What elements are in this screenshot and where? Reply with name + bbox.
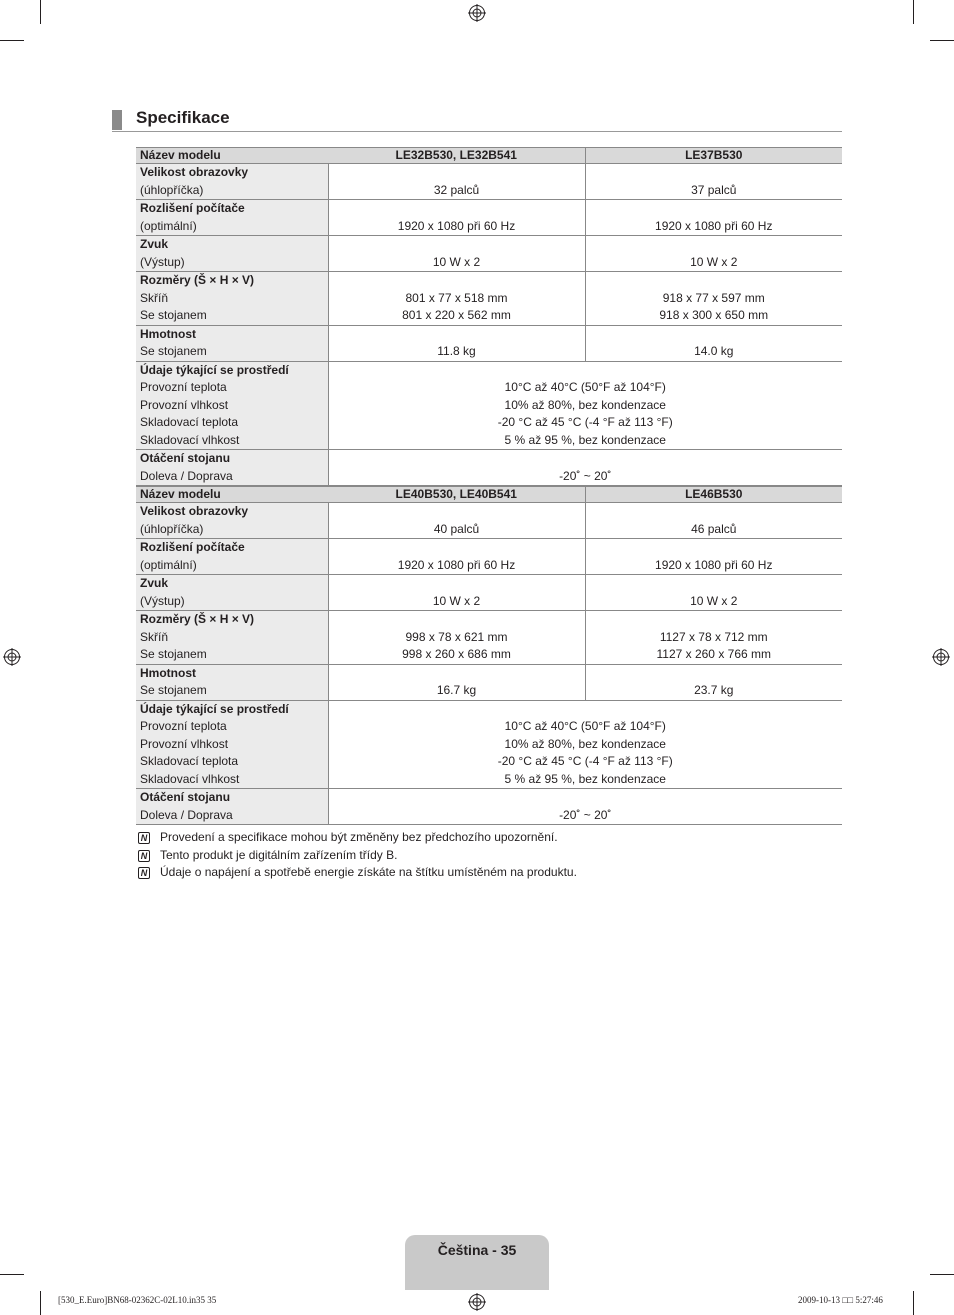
spec-value-cell [328, 664, 585, 700]
table-row [136, 611, 842, 665]
spec-row-label: Se stojanem [140, 344, 207, 358]
spec-value: 10°C až 40°C (50°F až 104°F) [504, 380, 666, 394]
spec-value-cell [585, 325, 842, 361]
spec-label-cell [136, 611, 328, 665]
registration-mark-icon [468, 1293, 486, 1311]
spec-value: 998 x 78 x 621 mm [405, 629, 508, 644]
spec-row-label: (optimální) [140, 218, 197, 233]
spec-row-label: Se stojanem [140, 683, 207, 697]
spec-value: 46 palců [691, 521, 737, 536]
spec-value: 10 W x 2 [432, 254, 481, 269]
table-row [136, 503, 842, 539]
spec-value: -20˚ ~ 20˚ [559, 468, 612, 483]
spec-group-title: Zvuk [140, 576, 169, 590]
crop-mark [40, 0, 41, 24]
table-row [136, 272, 842, 326]
header-cell-model: LE40B530, LE40B541 [328, 487, 585, 503]
table-header-row [136, 148, 842, 164]
spec-table [136, 147, 842, 486]
spec-value-cell [585, 272, 842, 326]
spec-group-title: Otáčení stojanu [140, 451, 231, 465]
spec-value-cell [328, 236, 585, 272]
spec-table [136, 486, 842, 825]
crop-mark [930, 1274, 954, 1275]
note-icon: N [138, 867, 150, 879]
spec-value-cell [585, 200, 842, 236]
page-title: Specifikace [136, 108, 230, 127]
spec-row-label: Skříň [140, 629, 169, 644]
table-row [136, 361, 842, 450]
spec-group-title: Velikost obrazovky [140, 165, 249, 179]
table-row [136, 700, 842, 789]
spec-value: 1127 x 260 x 766 mm [656, 647, 771, 661]
spec-value: 10 W x 2 [432, 593, 481, 608]
spec-row-label: Skříň [140, 290, 169, 305]
spec-label-cell [136, 503, 328, 539]
spec-label-cell [136, 575, 328, 611]
table-header-row [136, 487, 842, 503]
spec-value: 801 x 220 x 562 mm [402, 308, 511, 322]
spec-label-cell [136, 272, 328, 326]
spec-value: -20 °C až 45 °C (-4 °F až 113 °F) [497, 754, 673, 768]
spec-label-cell [136, 236, 328, 272]
spec-group-title: Rozlišení počítače [140, 201, 245, 215]
spec-value-cell [328, 789, 842, 825]
spec-row-label: Doleva / Doprava [140, 807, 233, 822]
note-item [136, 847, 842, 865]
note-text: Údaje o napájení a spotřebě energie získáte na štítku umístěném na produktu. [160, 865, 577, 879]
spec-value-cell [328, 700, 842, 789]
table-row [136, 164, 842, 200]
registration-mark-icon [468, 4, 486, 22]
note-item [136, 829, 842, 847]
spec-value-cell [585, 236, 842, 272]
crop-mark [913, 1291, 914, 1315]
crop-mark [930, 40, 954, 41]
spec-group-title: Rozměry (Š × H × V) [140, 273, 255, 287]
spec-row-label: (optimální) [140, 557, 197, 572]
spec-value: 11.8 kg [437, 344, 476, 358]
spec-label-cell [136, 450, 328, 486]
header-cell-model: LE32B530, LE32B541 [328, 148, 585, 164]
spec-label-cell [136, 664, 328, 700]
spec-group-title: Hmotnost [140, 326, 196, 341]
spec-value: 10% až 80%, bez kondenzace [504, 736, 666, 751]
spec-value-cell [328, 361, 842, 450]
spec-value: 998 x 260 x 686 mm [402, 647, 511, 661]
spec-row-label: Skladovací teplota [140, 754, 239, 768]
spec-row-label: Skladovací teplota [140, 415, 239, 429]
spec-row-label: (Výstup) [140, 593, 185, 608]
spec-row-label: Se stojanem [140, 308, 207, 322]
spec-label-cell [136, 361, 328, 450]
spec-row-label: (Výstup) [140, 254, 185, 269]
spec-value: 5 % až 95 %, bez kondenzace [504, 432, 666, 447]
spec-value: 14.0 kg [694, 344, 734, 358]
spec-value-cell [328, 164, 585, 200]
spec-value-cell [328, 611, 585, 665]
spec-group-title: Otáčení stojanu [140, 790, 231, 804]
spec-label-cell [136, 164, 328, 200]
spec-value: 1920 x 1080 při 60 Hz [655, 218, 773, 233]
header-cell-label: Název modelu [136, 148, 328, 164]
page-number: Čeština - 35 [437, 1242, 517, 1258]
table-row [136, 236, 842, 272]
spec-label-cell [136, 200, 328, 236]
spec-group-title: Rozlišení počítače [140, 540, 245, 554]
spec-label-cell [136, 700, 328, 789]
crop-mark [0, 40, 24, 41]
spec-row-label: Skladovací vlhkost [140, 432, 240, 447]
note-text: Provedení a specifikace mohou být změněny bez předchozího upozornění. [160, 830, 558, 844]
spec-value-cell [585, 164, 842, 200]
header-cell-model: LE46B530 [585, 487, 842, 503]
spec-row-label: Doleva / Doprava [140, 468, 233, 483]
spec-value: 918 x 300 x 650 mm [659, 308, 769, 322]
spec-value: 1920 x 1080 při 60 Hz [397, 557, 516, 572]
table-row [136, 575, 842, 611]
spec-value: -20 °C až 45 °C (-4 °F až 113 °F) [497, 415, 673, 429]
page-number-tab [405, 1235, 549, 1290]
header-cell-label: Název modelu [136, 487, 328, 503]
spec-row-label: (úhlopříčka) [140, 182, 204, 197]
table-row [136, 664, 842, 700]
spec-label-cell [136, 325, 328, 361]
spec-value-cell [328, 503, 585, 539]
table-row [136, 539, 842, 575]
spec-value-cell [328, 325, 585, 361]
spec-value: -20˚ ~ 20˚ [559, 807, 612, 822]
spec-value-cell [585, 664, 842, 700]
heading-bar [112, 110, 122, 130]
spec-row-label: Provozní teplota [140, 380, 227, 394]
spec-row-label: (úhlopříčka) [140, 521, 204, 536]
spec-row-label: Provozní teplota [140, 719, 227, 733]
spec-value-cell [585, 575, 842, 611]
spec-value-cell [328, 539, 585, 575]
spec-value: 918 x 77 x 597 mm [662, 290, 765, 305]
spec-row-label: Skladovací vlhkost [140, 771, 240, 786]
spec-value: 37 palců [691, 182, 737, 197]
spec-value: 10°C až 40°C (50°F až 104°F) [504, 719, 666, 733]
spec-group-title: Údaje týkající se prostředí [140, 362, 289, 377]
spec-value: 10% až 80%, bez kondenzace [504, 397, 666, 412]
note-icon: N [138, 850, 150, 862]
spec-value: 801 x 77 x 518 mm [405, 290, 508, 305]
spec-group-title: Údaje týkající se prostředí [140, 701, 289, 716]
spec-value: 40 palců [433, 521, 480, 536]
registration-mark-icon [3, 648, 21, 666]
spec-value: 16.7 kg [436, 683, 477, 697]
spec-label-cell [136, 789, 328, 825]
section-heading [112, 107, 842, 132]
spec-group-title: Zvuk [140, 237, 169, 251]
spec-value: 1127 x 78 x 712 mm [659, 629, 768, 644]
print-slug-right: 2009-10-13 □□ 5:27:46 [798, 1295, 883, 1305]
print-slug-left: [530_E.Euro]BN68-02362C-02L10.in35 35 [58, 1295, 217, 1305]
spec-group-title: Rozměry (Š × H × V) [140, 612, 255, 626]
spec-row-label: Provozní vlhkost [140, 736, 229, 751]
spec-value-cell [328, 272, 585, 326]
table-row [136, 325, 842, 361]
spec-row-label: Se stojanem [140, 647, 207, 661]
spec-value: 23.7 kg [694, 683, 734, 697]
spec-row-label: Provozní vlhkost [140, 397, 229, 412]
spec-value: 1920 x 1080 při 60 Hz [397, 218, 516, 233]
spec-value: 32 palců [433, 182, 480, 197]
spec-value-cell [585, 611, 842, 665]
spec-value-cell [328, 200, 585, 236]
spec-value: 5 % až 95 %, bez kondenzace [504, 771, 666, 786]
table-row [136, 450, 842, 486]
spec-group-title: Velikost obrazovky [140, 504, 249, 518]
notes-list [136, 829, 842, 882]
spec-value-cell [328, 575, 585, 611]
note-item [136, 864, 842, 882]
crop-mark [40, 1291, 41, 1315]
table-row [136, 200, 842, 236]
spec-label-cell [136, 539, 328, 575]
spec-value-cell [328, 450, 842, 486]
header-cell-model: LE37B530 [585, 148, 842, 164]
spec-value: 10 W x 2 [690, 254, 738, 269]
note-text: Tento produkt je digitálním zařízením třídy B. [160, 847, 398, 862]
table-row [136, 789, 842, 825]
registration-mark-icon [932, 648, 950, 666]
spec-value: 1920 x 1080 při 60 Hz [655, 557, 773, 572]
crop-mark [0, 1274, 24, 1275]
spec-value-cell [585, 503, 842, 539]
spec-group-title: Hmotnost [140, 665, 196, 680]
crop-mark [913, 0, 914, 24]
spec-value-cell [585, 539, 842, 575]
spec-value: 10 W x 2 [690, 593, 738, 608]
note-icon: N [138, 832, 150, 844]
